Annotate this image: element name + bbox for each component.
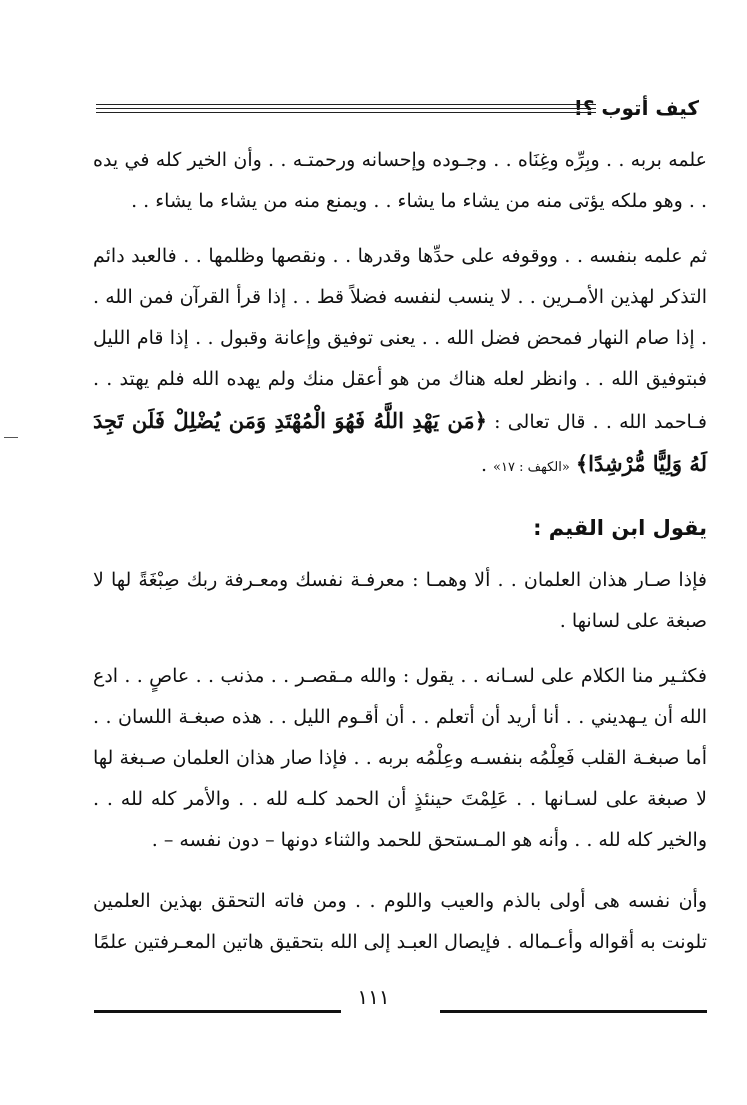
quote-paragraph: فإذا صـار هذان العلمان . . ألا وهمـا : معرفـة نفسك ومعـرفة ربك صِبْغَةً لها لا صبغة على لسانها . <box>93 569 707 632</box>
footer-rule <box>94 1010 341 1013</box>
page-body <box>93 140 707 983</box>
paragraph-text: ثم علمه بنفسه . . ووقوفه على حدِّها وقدرها . . ونقصها وظلمها . . فالعبد دائم التذكر لهذين الأمـرين . . لا ينسب لنفسه فضلاً قط . . إذا قرأ القرآن فمن الله . . إذا صام النهار فمحض فضل الله . . يعنى توفيق وإعانة وقبول . . إذا قام الليل فبتوفيق الله . . وانظر لعله هناك من هو أعقل منك ولم يهده الله فلم يهتد . . فـاحمد الله . . قال تعالى : <box>93 245 707 433</box>
verse-reference: «الكهف : ١٧» <box>493 460 570 475</box>
paragraph-with-verse <box>93 236 707 488</box>
margin-mark <box>4 437 18 438</box>
quote-paragraph: فكثـير منا الكلام على لسـانه . . يقول : والله مـقصـر . . مذنب . . عاصٍ . . ادع الله أن يـهديني . . أنا أريد أن أتعلم . . أن أقـوم الليل . . هذه صبغـة اللسان . . أما صبغـة القلب فَعِلْمُه بنفسـه وعِلْمُه بربه . . فإذا صار هذان العلمان صـبغة لها لا صبغة على لسـانها . . عَلِمْتَ حينئذٍ أن الحمد كلـه لله . . والأمر كله لله . . والخير كله لله . . وأنه هو المـستحق للحمد والثناء دونها – دون نفسه – . <box>93 665 707 851</box>
header-rule <box>96 108 596 109</box>
quote-paragraph: وأن نفسه هى أولى بالذم والعيب واللوم . . ومن فاته التحقق بهذين العلمين تلونت به أقواله وأعـماله . فإيصال العبـد إلى الله بتحقيق هاتين المعـرفتين علمًا <box>93 890 707 953</box>
header-rule <box>96 112 596 113</box>
quran-verse: ﴿مَن يَهْدِ اللَّهُ فَهُوَ الْمُهْتَدِ وَمَن يُضْلِلْ فَلَن تَجِدَ لَهُ وَلِيًّا مُّرْشِدًا﴾ <box>93 408 707 476</box>
verse-end-mark: . <box>480 454 494 476</box>
paragraph: علمه بربه . . وبِرِّه وغِنَاه . . وجـوده وإحسانه ورحمتـه . . وأن الخير كله في يده . . وهو ملكه يؤتى منه من يشاء ما يشاء . . ويمنع منه من يشاء ما يشاء . . <box>93 149 707 212</box>
page-number: ١١١ <box>357 985 390 1009</box>
running-header-title: كيف أتوب ؟! <box>573 96 699 120</box>
footer-rule <box>440 1010 707 1013</box>
header-rule <box>96 104 596 105</box>
section-heading: يقول ابن القيم : <box>533 516 707 540</box>
